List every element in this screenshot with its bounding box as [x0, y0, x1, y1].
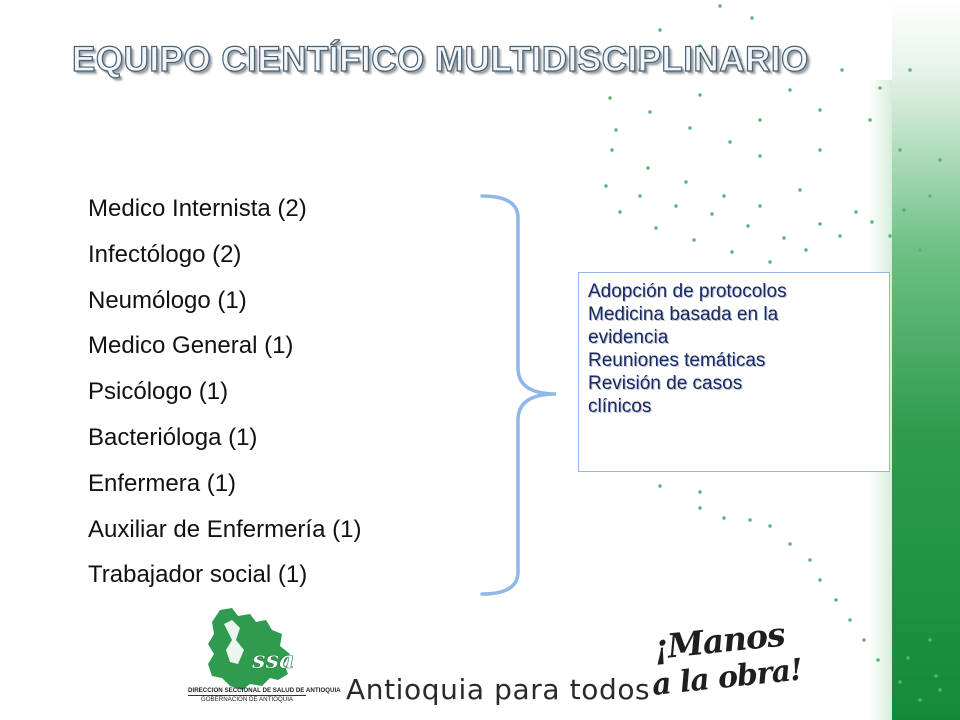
slogan-line-1: ¡Manos — [651, 614, 787, 667]
team-member-item: Medico General (1) — [88, 332, 294, 360]
team-member-item: Infectólogo (2) — [88, 240, 242, 268]
logo-mark-text: ssa — [252, 645, 295, 674]
slide-title: EQUIPO CIENTÍFICO MULTIDISCIPLINARIO — [72, 40, 809, 79]
logo-caption — [188, 687, 341, 704]
team-member-item: Bacterióloga (1) — [88, 423, 258, 451]
logo-caption-line2: GOBERNACION DE ANTIOQUIA — [188, 695, 306, 704]
logo-caption-line1: DIRECCION SECCIONAL DE SALUD DE ANTIOQUIA — [188, 687, 341, 694]
team-member-item: Trabajador social (1) — [88, 561, 308, 589]
tagline: Antioquia para todos — [346, 673, 651, 706]
team-member-item: Medico Internista (2) — [88, 195, 307, 222]
activity-line: clínicos — [588, 396, 652, 417]
slogan-logo — [650, 614, 804, 716]
slogan-line-2: a la obra! — [650, 652, 804, 703]
team-member-item: Enfermera (1) — [88, 469, 237, 497]
team-member-item: Psicólogo (1) — [88, 378, 229, 406]
activity-line: Reuniones temáticas — [588, 350, 766, 371]
activity-line: evidencia — [588, 327, 669, 348]
activities-box — [578, 272, 890, 472]
team-member-item: Neumólogo (1) — [88, 286, 247, 314]
activity-line: Revisión de casos — [588, 373, 743, 394]
activity-line: Adopción de protocolos — [588, 281, 787, 302]
team-member-item: Auxiliar de Enfermería (1) — [88, 515, 362, 543]
activity-line: Medicina basada en la — [588, 304, 779, 325]
